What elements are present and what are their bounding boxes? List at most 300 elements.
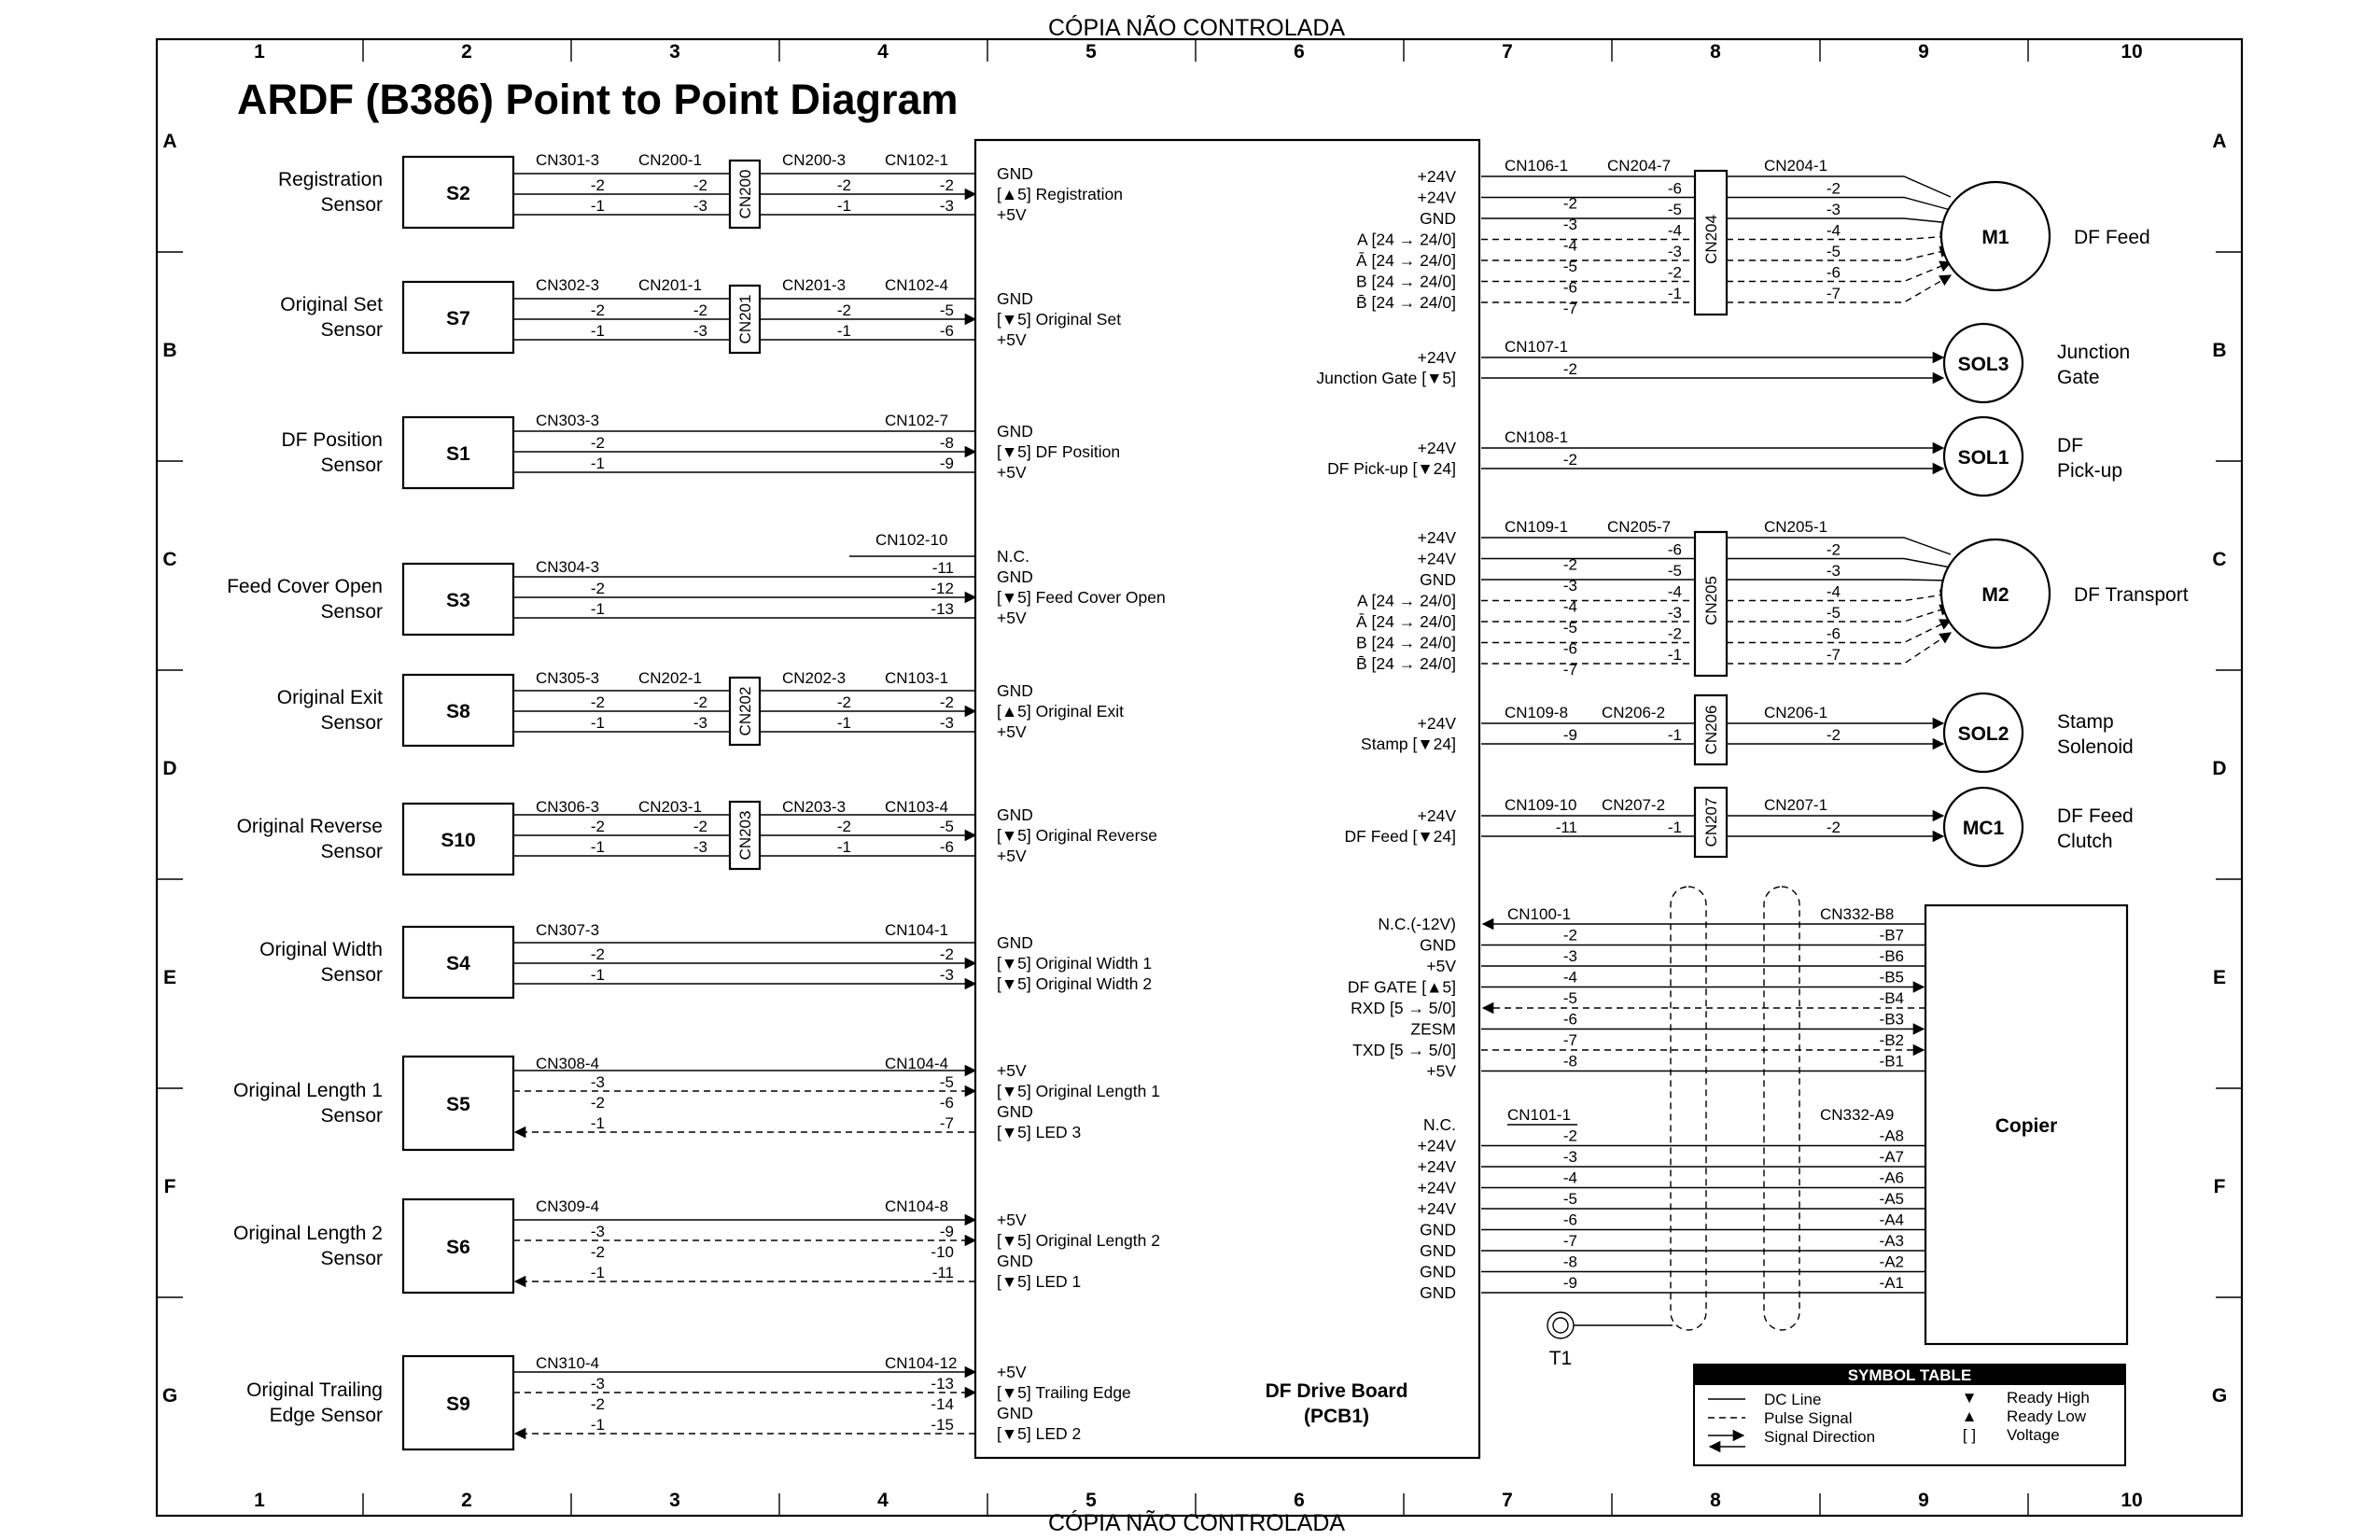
- pin-label: -5: [1562, 989, 1577, 1007]
- pin-label: -6: [1826, 624, 1841, 643]
- pin-label: -7: [1562, 661, 1577, 679]
- pin-label: -6: [1826, 263, 1841, 282]
- pin-label: -3: [590, 1375, 605, 1393]
- pin-label: -A5: [1879, 1190, 1904, 1208]
- pin-label: -B1: [1879, 1052, 1904, 1071]
- board-signal: N.C.: [997, 547, 1029, 566]
- connector-label: CN205-7: [1607, 518, 1672, 536]
- pin-label: -5: [1667, 201, 1682, 218]
- connector-label: CN102-1: [885, 151, 949, 169]
- pin-label: -3: [693, 838, 707, 856]
- pin-label: -2: [939, 945, 954, 963]
- connector-label: CN201-1: [638, 276, 703, 294]
- cable-bundle: [1764, 887, 1799, 1330]
- legend-voltage-symbol: [ ]: [1962, 1426, 1977, 1444]
- board-signal: GND: [997, 805, 1033, 824]
- pin-label: -7: [1826, 646, 1841, 664]
- connector-label: CN205-1: [1764, 518, 1828, 536]
- board-signal: A [24 → 24/0]: [1356, 591, 1456, 610]
- board-signal: DF Pick-up [▼24]: [1327, 459, 1456, 478]
- grid-column-top: 6: [1294, 41, 1305, 63]
- sensor-s6: [233, 1197, 1160, 1293]
- board-signal: GND: [1420, 935, 1456, 955]
- pin-label: CN100-1: [1507, 905, 1572, 923]
- pin-label: -5: [1667, 562, 1682, 580]
- board-signal: GND: [1420, 1262, 1456, 1281]
- board-signal: [▼5] Original Length 1: [997, 1082, 1160, 1100]
- pin-label: -2: [939, 693, 954, 711]
- pin-label: -3: [1562, 216, 1577, 233]
- board-signal: +24V: [1417, 188, 1456, 207]
- connector-label: CN206-2: [1602, 704, 1666, 721]
- board-signal: TXD [5 → 5/0]: [1352, 1041, 1456, 1059]
- pin-label: -1: [590, 600, 605, 618]
- connector-label: CN304-3: [536, 558, 600, 576]
- connector-label: CN104-12: [885, 1354, 958, 1372]
- grid-row-left: B: [162, 340, 177, 361]
- sensor-name: Original Set: [280, 294, 383, 315]
- motor-id: M2: [1981, 584, 2009, 606]
- board-signal: GND: [997, 164, 1033, 183]
- board-signal: [▼5] Original Width 2: [997, 974, 1153, 993]
- connector-label: CN102-10: [875, 531, 948, 549]
- connector-label: CN200-1: [638, 151, 703, 169]
- grid-row-right: E: [2212, 967, 2227, 988]
- connector-label: CN200-3: [782, 151, 847, 169]
- pin-label: -2: [590, 301, 605, 319]
- pin-label: -3: [693, 197, 707, 215]
- pin-label: -6: [1562, 278, 1577, 297]
- sensor-name: DF Position: [281, 429, 383, 451]
- connector-label: CN202-1: [638, 669, 703, 687]
- pin-label: -1: [836, 714, 851, 732]
- connector-label: CN207-2: [1602, 796, 1666, 814]
- connector-label: CN109-8: [1505, 704, 1569, 721]
- pin-label: -3: [1562, 577, 1577, 595]
- board-signal: +5V: [997, 1211, 1027, 1229]
- board-signal: GND: [997, 1404, 1033, 1422]
- board-signal: +5V: [997, 722, 1027, 741]
- inline-connector-name: CN203: [736, 810, 754, 861]
- board-signal: DF Feed [▼24]: [1344, 827, 1456, 846]
- sensor-id: S2: [446, 183, 470, 204]
- symbol-table: [1694, 1365, 2125, 1465]
- pin-label: -5: [939, 1073, 954, 1091]
- connector-label: CN202-3: [782, 669, 847, 687]
- connector-label: CN201-3: [782, 276, 847, 294]
- board-signal: A [24 → 24/0]: [1356, 230, 1456, 249]
- board-signal: +24V: [1417, 714, 1456, 733]
- solenoid-name: Junction: [2057, 342, 2131, 363]
- pin-label: -2: [1667, 624, 1682, 643]
- pin-label: -B7: [1879, 926, 1904, 945]
- pin-label: -5: [1562, 258, 1577, 275]
- sensor-name: Sensor: [320, 964, 383, 986]
- pin-label: -15: [931, 1416, 954, 1434]
- sensor-name: Original Trailing: [246, 1379, 383, 1401]
- pin-label: -2: [590, 818, 605, 835]
- motor-name: DF Feed: [2074, 227, 2150, 248]
- pin-label: -3: [1562, 947, 1577, 965]
- grid-row-left: E: [162, 967, 177, 988]
- sensor-s4: [259, 921, 1152, 998]
- board-signal: Ā [24 → 24/0]: [1355, 251, 1456, 270]
- pin-label: -3: [590, 1223, 605, 1240]
- pin-label: -7: [1562, 1232, 1577, 1250]
- pin-label: -2: [1562, 926, 1577, 945]
- sensor-s8: [277, 669, 1124, 746]
- connector-label: CN207-1: [1764, 796, 1828, 814]
- grid-row-left: A: [162, 131, 177, 152]
- pin-label: -4: [1667, 582, 1682, 601]
- grid-column-bottom: 1: [254, 1490, 265, 1511]
- board-signal: ZESM: [1410, 1019, 1456, 1039]
- pin-label: -5: [1562, 1190, 1577, 1208]
- pin-label: -7: [1826, 285, 1841, 302]
- pin-label: -2: [1562, 555, 1577, 574]
- watermark-top: CÓPIA NÃO CONTROLADA: [1047, 15, 1346, 41]
- board-signal: B [24 → 24/0]: [1355, 633, 1456, 652]
- pin-label: -11: [1555, 819, 1577, 836]
- pin-label: -A3: [1879, 1232, 1904, 1250]
- board-signal: RXD [5 → 5/0]: [1351, 999, 1456, 1017]
- pin-label: -13: [931, 600, 954, 618]
- sensor-name: Registration: [277, 169, 383, 190]
- connector-label: CN107-1: [1505, 338, 1569, 356]
- grid-row-right: C: [2212, 549, 2227, 570]
- board-signal: DF GATE [▲5]: [1347, 977, 1456, 997]
- board-signal: [▼5] Original Reverse: [997, 826, 1157, 845]
- sensor-id: S3: [446, 590, 470, 611]
- board-signal: [▼5] Feed Cover Open: [997, 588, 1166, 607]
- connector-label: CN204-1: [1764, 157, 1828, 175]
- solenoid-name: Gate: [2057, 367, 2100, 388]
- board-signal: +5V: [997, 330, 1027, 349]
- connector-label: CN104-1: [885, 921, 949, 939]
- board-signal: GND: [997, 567, 1033, 586]
- pin-label: -3: [693, 322, 707, 340]
- pin-label: -2: [693, 693, 707, 711]
- board-signal: [▼5] LED 3: [997, 1123, 1082, 1141]
- pin-label: -12: [931, 580, 954, 597]
- board-signal: +5V: [997, 1363, 1027, 1381]
- copier-name: Copier: [1995, 1115, 2058, 1137]
- solenoid-name: Stamp: [2057, 711, 2114, 733]
- board-signal: N.C.(-12V): [1378, 915, 1456, 933]
- pin-label: -5: [939, 301, 954, 319]
- board-signal: +24V: [1417, 549, 1456, 568]
- board-signal: [▲5] Original Exit: [997, 702, 1124, 721]
- board-signal: GND: [997, 422, 1033, 441]
- grid-column-bottom: 8: [1710, 1490, 1721, 1511]
- board-signal: GND: [997, 1252, 1033, 1270]
- pin-label: CN332-B8: [1820, 905, 1895, 923]
- connector-label: CN103-1: [885, 669, 949, 687]
- inline-connector-name: CN207: [1702, 797, 1720, 847]
- pin-label: -5: [1826, 604, 1841, 622]
- board-signal: [▼5] DF Position: [997, 442, 1121, 461]
- connector-label: CN308-4: [536, 1055, 600, 1072]
- pin-label: -2: [693, 176, 707, 194]
- sensor-name: Sensor: [320, 601, 383, 623]
- board-signal: [▼5] Original Width 1: [997, 954, 1153, 973]
- board-signal: GND: [997, 933, 1033, 952]
- pin-label: -6: [1667, 179, 1682, 198]
- grid-column-top: 10: [2121, 41, 2143, 63]
- inline-connector-name: CN201: [736, 294, 754, 344]
- legend-dc-line: DC Line: [1764, 1391, 1822, 1408]
- pin-label: -1: [1667, 819, 1682, 836]
- sensor-name: Original Reverse: [236, 816, 383, 837]
- solenoid-name: Pick-up: [2057, 460, 2123, 482]
- pin-label: -6: [1667, 540, 1682, 559]
- connector-label: CN103-4: [885, 798, 949, 816]
- board-signal: [▼5] Original Length 2: [997, 1231, 1160, 1250]
- sensor-name: Original Length 1: [233, 1080, 383, 1101]
- sensor-name: Edge Sensor: [269, 1405, 383, 1426]
- pin-label: -2: [836, 693, 851, 711]
- pin-label: -1: [590, 455, 605, 472]
- pin-label: -3: [590, 1073, 605, 1091]
- pin-label: -2: [590, 1243, 605, 1261]
- pin-label: -13: [931, 1375, 954, 1393]
- pin-label: -2: [590, 176, 605, 194]
- motor-id: M1: [1981, 227, 2009, 248]
- board-signal: +24V: [1417, 348, 1456, 367]
- board-signal: +24V: [1417, 806, 1456, 825]
- pin-label: -2: [693, 301, 707, 319]
- pin-label: -A4: [1879, 1211, 1904, 1229]
- legend-ready-high-symbol: ▼: [1961, 1389, 1978, 1407]
- grid-column-top: 7: [1502, 41, 1513, 63]
- pin-label: -4: [1667, 221, 1682, 240]
- page-title: ARDF (B386) Point to Point Diagram: [237, 76, 959, 123]
- pin-label: -2: [836, 176, 851, 194]
- connector-label: CN303-3: [536, 412, 600, 429]
- board-signal: [▼5] LED 2: [997, 1424, 1082, 1443]
- grid-column-top: 4: [877, 41, 889, 63]
- solenoid-id: SOL2: [1957, 723, 2009, 745]
- board-signal: Ā [24 → 24/0]: [1355, 612, 1456, 631]
- board-signal: GND: [1420, 1241, 1456, 1260]
- sensor-s10: [237, 798, 1157, 875]
- pin-label: -2: [693, 818, 707, 835]
- sensor-id: S1: [446, 443, 470, 465]
- pin-label: -2: [590, 580, 605, 597]
- pin-label: -11: [931, 1264, 954, 1281]
- pin-label: -3: [1667, 604, 1682, 622]
- board-signal: GND: [1420, 1220, 1456, 1239]
- sensor-id: S9: [446, 1393, 470, 1415]
- sensor-s3: [227, 531, 1166, 635]
- pin-label: -A8: [1879, 1127, 1904, 1145]
- pin-label: -2: [590, 1395, 605, 1413]
- legend-voltage: Voltage: [2007, 1426, 2060, 1444]
- grid-row-right: D: [2212, 758, 2227, 779]
- sensor-id: S5: [446, 1094, 470, 1115]
- board-signal: +24V: [1417, 439, 1456, 457]
- grid-column-bottom: 2: [461, 1490, 472, 1511]
- motor-name: DF Transport: [2074, 584, 2189, 606]
- board-signal: +5V: [997, 205, 1027, 224]
- connector-label: CN106-1: [1505, 157, 1569, 175]
- connector-label: CN104-8: [885, 1197, 949, 1215]
- sensor-id: S6: [446, 1237, 470, 1258]
- legend-ready-high: Ready High: [2007, 1389, 2090, 1407]
- grid-column-top: 8: [1710, 41, 1721, 63]
- grid-row-right: G: [2211, 1385, 2228, 1407]
- grid-column-bottom: 6: [1294, 1490, 1305, 1511]
- pin-label: -1: [590, 1264, 605, 1281]
- pin-label: -B5: [1879, 968, 1904, 987]
- connector-label: CN306-3: [536, 798, 600, 816]
- pin-label: -10: [931, 1243, 954, 1261]
- pin-label: -2: [590, 945, 605, 963]
- pin-label: -3: [1826, 201, 1841, 218]
- sensor-name: Sensor: [320, 455, 383, 476]
- grid-row-left: C: [162, 549, 177, 570]
- board-signal: +24V: [1417, 1136, 1456, 1155]
- pin-label: -3: [939, 197, 954, 215]
- pin-label: -4: [1826, 221, 1841, 240]
- symbol-table-title: SYMBOL TABLE: [1847, 1366, 1972, 1384]
- motor-wire: [1727, 580, 1951, 581]
- sensor-name: Sensor: [320, 841, 383, 862]
- pin-label: -1: [590, 1416, 605, 1434]
- pin-label: -11: [931, 559, 954, 577]
- board-signal: GND: [997, 1102, 1033, 1121]
- pin-label: -A6: [1879, 1169, 1904, 1187]
- ground-terminal-icon: [1547, 1312, 1574, 1338]
- board-signal: [▲5] Registration: [997, 185, 1124, 203]
- inline-connector-name: CN202: [736, 686, 754, 736]
- board-signal: GND: [1420, 1283, 1456, 1302]
- ground-terminal-inner: [1553, 1318, 1568, 1333]
- board-signal: +5V: [997, 463, 1027, 482]
- ground-label: T1: [1548, 1348, 1573, 1369]
- df-drive-board: [975, 140, 1479, 1458]
- grid-column-top: 3: [669, 41, 680, 63]
- pin-label: -1: [836, 197, 851, 215]
- grid-column-bottom: 4: [877, 1490, 889, 1511]
- solenoid-name: DF: [2057, 435, 2083, 456]
- sensor-name: Sensor: [320, 319, 383, 341]
- sensor-name: Sensor: [320, 1248, 383, 1269]
- legend-ready-low: Ready Low: [2007, 1407, 2087, 1425]
- pin-label: -6: [939, 1094, 954, 1112]
- board-signal: +24V: [1417, 528, 1456, 547]
- pin-label: -2: [836, 301, 851, 319]
- board-signal: +5V: [997, 847, 1027, 865]
- connector-label: CN301-3: [536, 151, 600, 169]
- board-signal: +5V: [1426, 1061, 1456, 1081]
- grid-row-left: F: [163, 1176, 176, 1197]
- pin-label: -B2: [1879, 1031, 1904, 1049]
- grid-column-top: 9: [1918, 41, 1929, 63]
- connector-label: CN102-7: [885, 412, 949, 429]
- connector-label: CN104-4: [885, 1055, 949, 1072]
- pin-label: -6: [939, 322, 954, 340]
- solenoid-id: MC1: [1962, 818, 2005, 839]
- inline-connector-name: CN205: [1702, 576, 1720, 625]
- board-id: (PCB1): [1303, 1406, 1370, 1427]
- pin-label: -3: [939, 714, 954, 732]
- inline-connector-name: CN206: [1702, 705, 1720, 755]
- sensor-name: Original Length 2: [233, 1223, 383, 1244]
- board-signal: GND: [997, 289, 1033, 308]
- grid-row-right: F: [2213, 1176, 2226, 1197]
- pin-label: -B4: [1879, 989, 1904, 1007]
- pin-label: -1: [590, 322, 605, 340]
- pin-label: -4: [1562, 1169, 1577, 1187]
- pin-label: -2: [590, 1094, 605, 1112]
- pin-label: CN101-1: [1507, 1106, 1572, 1124]
- pin-label: -1: [836, 322, 851, 340]
- pin-label: -5: [1826, 243, 1841, 260]
- legend-pulse-signal: Pulse Signal: [1764, 1409, 1853, 1427]
- board-signal: GND: [997, 681, 1033, 700]
- pin-label: -A2: [1879, 1253, 1904, 1271]
- pin-label: -1: [590, 966, 605, 984]
- grid-row-right: A: [2212, 131, 2227, 152]
- pin-label: -6: [1562, 1010, 1577, 1029]
- grid-column-top: 5: [1085, 41, 1097, 63]
- pin-label: -2: [836, 818, 851, 835]
- pin-label: -1: [590, 197, 605, 215]
- connector-label: CN203-3: [782, 798, 847, 816]
- solenoid-id: SOL1: [1957, 447, 2009, 469]
- connector-label: CN307-3: [536, 921, 600, 939]
- pin-label: -1: [836, 838, 851, 856]
- pin-label: -2: [1826, 179, 1841, 198]
- board-signal: [▼5] LED 1: [997, 1272, 1082, 1291]
- pin-label: -A7: [1879, 1148, 1904, 1166]
- pin-label: -6: [1562, 1211, 1577, 1229]
- sensor-id: S4: [446, 953, 470, 974]
- grid-row-right: B: [2212, 340, 2227, 361]
- sensor-id: S10: [441, 830, 476, 851]
- grid-column-bottom: 10: [2121, 1490, 2143, 1511]
- board-name: DF Drive Board: [1265, 1380, 1408, 1402]
- sensor-id: S8: [446, 701, 470, 722]
- pin-label: -A1: [1879, 1274, 1904, 1292]
- pin-label: CN332-A9: [1820, 1106, 1895, 1124]
- sensor-name: Original Exit: [276, 687, 383, 708]
- pin-label: -3: [1826, 562, 1841, 580]
- board-signal: +5V: [997, 1061, 1027, 1080]
- sensor-s5: [233, 1055, 1160, 1150]
- pin-label: -7: [1562, 300, 1577, 317]
- solenoid-name: DF Feed: [2057, 805, 2134, 827]
- pin-label: -2: [1562, 1127, 1577, 1145]
- pin-label: -8: [1562, 1052, 1577, 1071]
- connector-label: CN204-7: [1607, 157, 1672, 175]
- board-signal: Stamp [▼24]: [1361, 735, 1456, 753]
- pin-label: -9: [1562, 1274, 1577, 1292]
- board-signal: +5V: [1426, 957, 1456, 975]
- board-signal: B̄ [24 → 24/0]: [1355, 654, 1456, 673]
- sensor-name: Sensor: [320, 194, 383, 216]
- grid-column-bottom: 3: [669, 1490, 680, 1511]
- legend-signal-direction: Signal Direction: [1764, 1428, 1876, 1446]
- pin-label: -5: [939, 818, 954, 835]
- grid-column-bottom: 7: [1502, 1490, 1513, 1511]
- connector-label: CN206-1: [1764, 704, 1828, 721]
- board-signal: [▼5] Trailing Edge: [997, 1383, 1131, 1402]
- board-signal: +5V: [997, 609, 1027, 627]
- pin-label: -1: [590, 838, 605, 856]
- board-signal: [▼5] Original Set: [997, 310, 1122, 329]
